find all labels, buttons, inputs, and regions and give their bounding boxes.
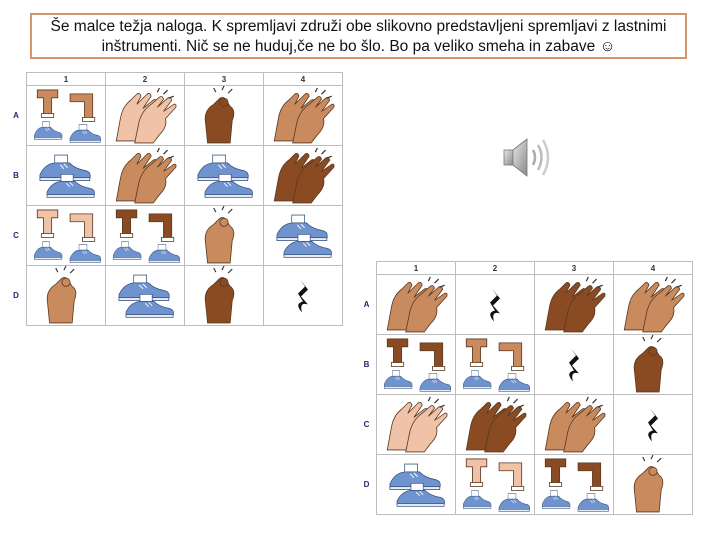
right-cell-clap <box>535 275 614 335</box>
right-cell-snap <box>614 455 693 515</box>
left-col-header: 1 <box>27 73 106 86</box>
left-cell-snap <box>185 266 264 326</box>
right-cell-clap <box>377 395 456 455</box>
right-col-header: 3 <box>535 262 614 275</box>
right-row-label: D <box>363 480 370 489</box>
right-col-header: 2 <box>456 262 535 275</box>
right-col-header: 4 <box>614 262 693 275</box>
right-cell-patsch <box>535 455 614 515</box>
left-cell-patsch <box>27 86 106 146</box>
rhythm-grid-right <box>357 261 693 515</box>
left-col-header: 4 <box>264 73 343 86</box>
left-cell-stomp <box>185 146 264 206</box>
right-cell-clap <box>535 395 614 455</box>
left-col-header: 3 <box>185 73 264 86</box>
left-cell-stomp <box>106 266 185 326</box>
left-cell-snap <box>27 266 106 326</box>
right-cell-clap <box>614 275 693 335</box>
left-cell-clap <box>264 146 343 206</box>
right-cell-stomp <box>377 455 456 515</box>
left-cell-patsch <box>106 206 185 266</box>
left-cell-clap <box>264 86 343 146</box>
left-col-header: 2 <box>106 73 185 86</box>
left-cell-patsch <box>27 206 106 266</box>
right-cell-clap <box>456 395 535 455</box>
right-cell-snap <box>614 335 693 395</box>
left-cell-clap <box>106 146 185 206</box>
left-row-label: B <box>13 171 19 180</box>
right-col-header: 1 <box>377 262 456 275</box>
right-cell-rest <box>456 275 535 335</box>
left-row-label: A <box>13 111 19 120</box>
rhythm-grid-left <box>6 72 343 326</box>
left-row-label: D <box>13 291 19 300</box>
left-cell-rest <box>264 266 343 326</box>
speaker-icon[interactable] <box>500 135 552 180</box>
right-cell-patsch <box>377 335 456 395</box>
left-cell-snap <box>185 86 264 146</box>
right-row-label: C <box>363 420 370 429</box>
instruction-text: Še malce težja naloga. K spremljavi združi obe slikovno predstavljeni spremljavi z lastnimi inštrumenti. Nič se ne huduj,če ne bo šlo. Bo pa veliko smeha in zabave ☺ <box>30 13 687 59</box>
right-row-label: A <box>363 300 370 309</box>
right-row-label: B <box>363 360 370 369</box>
left-cell-clap <box>106 86 185 146</box>
right-cell-patsch <box>456 335 535 395</box>
left-cell-stomp <box>264 206 343 266</box>
right-cell-rest <box>535 335 614 395</box>
right-cell-patsch <box>456 455 535 515</box>
right-cell-rest <box>614 395 693 455</box>
right-cell-clap <box>377 275 456 335</box>
left-row-label: C <box>13 231 19 240</box>
left-cell-snap <box>185 206 264 266</box>
left-cell-stomp <box>27 146 106 206</box>
